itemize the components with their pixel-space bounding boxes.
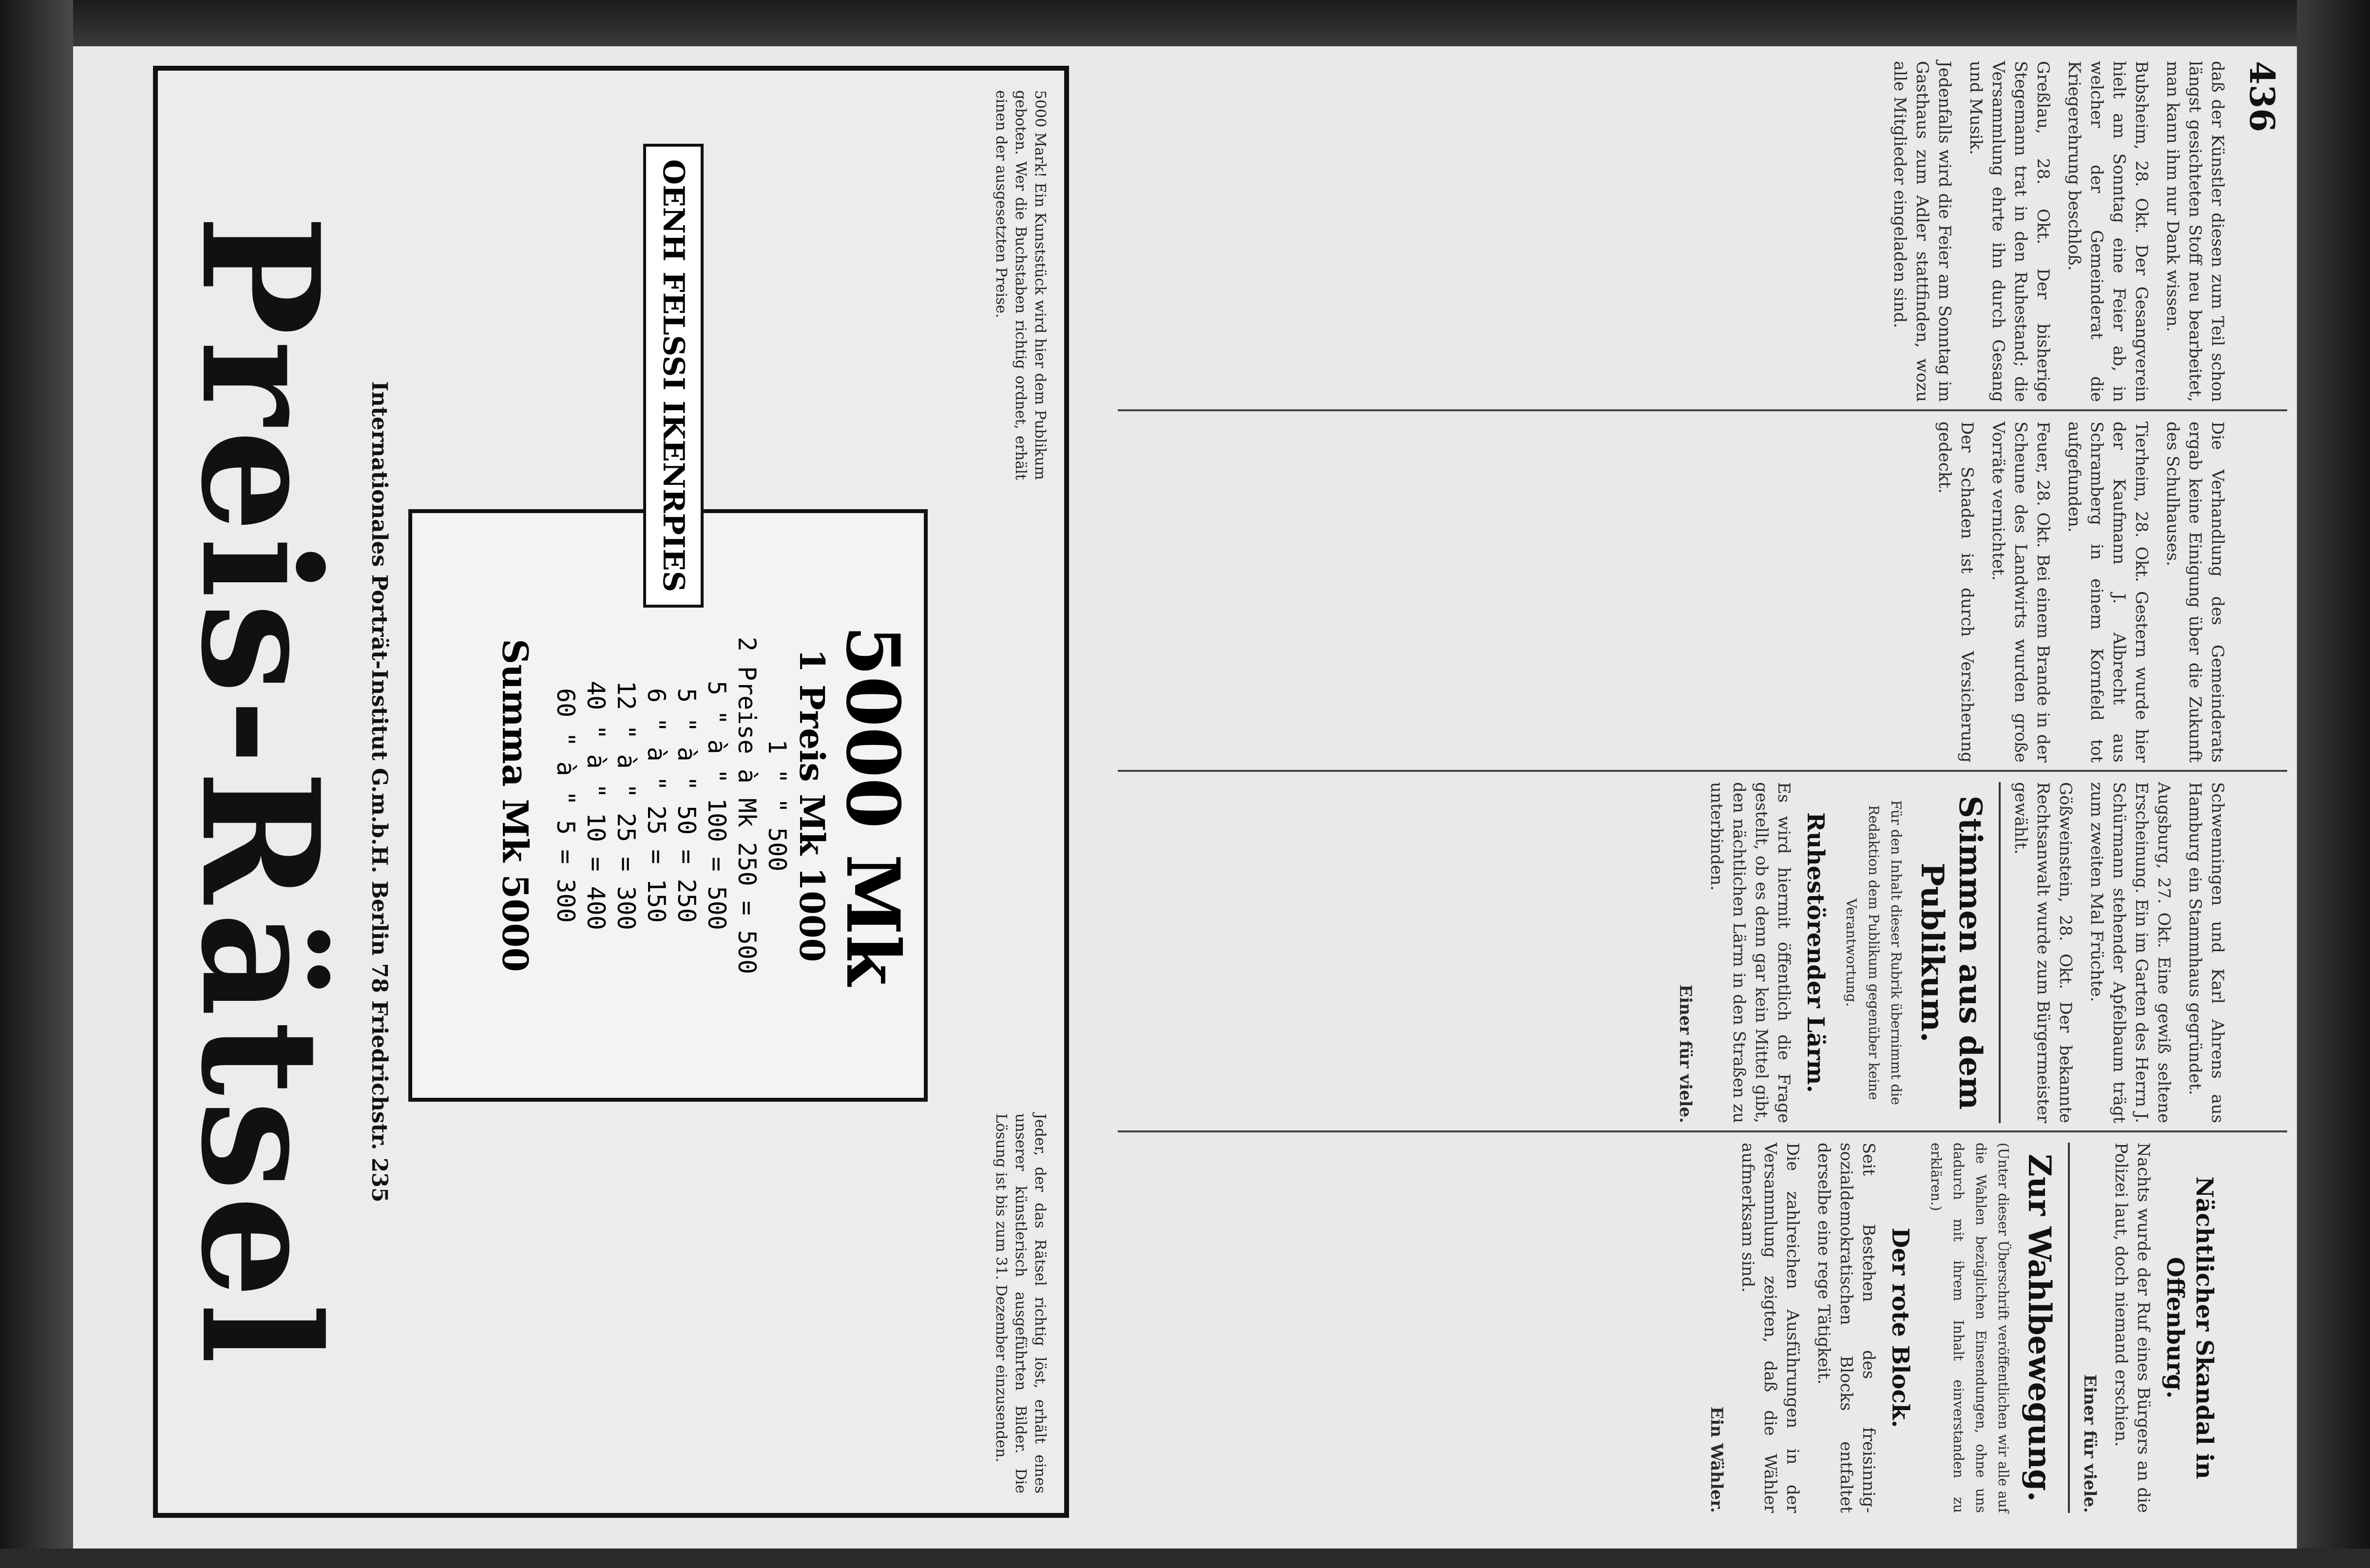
paragraph: Augsburg, 27. Okt. Eine gewiß seltene Erscheinung. Ein im Garten des Herrn J. Schürmann stehender Apfelbaum trägt zum zweiten Mal Früchte. <box>2087 782 2174 1123</box>
paragraph: Gößweinstein, 28. Okt. Der bekannte Rechtsanwalt wurde zum Bürgermeister gewählt. <box>2011 782 2075 1123</box>
prize-total: Summa Mk 5000 <box>495 639 536 972</box>
prize-row: 2 Preise à Mk 250 = 500 <box>733 636 761 975</box>
column-2 <box>1925 421 2229 763</box>
section-note: Für den Inhalt dieser Rubrik übernimmt die Redaktion dem Publikum gegenüber keine Verantwortung. <box>1843 800 1904 1105</box>
prize-amount: 5000 Mk <box>830 625 916 986</box>
paragraph: Der Schaden ist durch Versicherung gedeckt. <box>1935 421 1977 763</box>
first-prize: 1 Preis Mk 1000 <box>792 649 832 962</box>
paragraph: Bubsheim, 28. Okt. Der Gesangverein hielt am Sonntag eine Feier ab, in welcher der Gemeinderat die Kriegerehrung beschloß. <box>2064 61 2151 402</box>
prize-row: 5 " à " 50 = 250 <box>672 688 701 923</box>
ad-text-right: Jeder, der das Rätsel richtig löst, erhält eines unserer künstlerisch ausgeführten Bilder. Die Lösung ist bis zum 31. Dezember einzusenden. <box>993 1113 1049 1493</box>
column-divider <box>1118 770 2287 772</box>
section-rule <box>1999 782 2001 1123</box>
prize-row: 40 " à " 10 = 400 <box>582 681 610 930</box>
paragraph: Greßlau, 28. Okt. Der bisherige Stegemann trat in den Ruhestand; die Versammlung ehrte ihn durch Gesang und Musik. <box>1966 61 2053 402</box>
newspaper-page <box>73 46 2297 1549</box>
column-divider <box>1118 409 2287 411</box>
paragraph: daß der Künstler diesen zum Teil schon längst gesichteten Stoff neu bearbeitet, man kann ihm nur Dank wissen. <box>2163 61 2227 402</box>
ad-headline: Preis-Rätsel <box>166 214 355 1369</box>
article-heading: Der rote Block. <box>1887 1227 1914 1428</box>
prize-row: 60 " à " 5 = 300 <box>552 688 580 923</box>
paragraph: Die zahlreichen Ausführungen in der Versammlung zeigten, daß die Wähler aufmerksam sind. <box>1738 1143 1802 1513</box>
paragraph: Schwenningen und Karl Ahrens aus Hamburg ein Stammhaus gegründet. <box>2185 782 2227 1123</box>
signature: Einer für viele. <box>2080 1374 2100 1513</box>
prize-row: 1 " " 500 <box>763 739 791 872</box>
paragraph: Tierheim, 28. Okt. Gestern wurde hier der Kaufmann J. Albrecht aus Schramberg in einem Kornfeld tot aufgefunden. <box>2064 421 2151 763</box>
paragraph: Feuer, 28. Okt. Bei einem Brande in der Scheune des Landwirts wurden große Vorräte vernichtet. <box>1988 421 2053 763</box>
paragraph: Es wird hiermit öffentlich die Frage gestellt, ob es denn gar kein Mittel gibt, den nächtlichen Lärm in den Straßen zu unterbinden. <box>1707 782 1794 1123</box>
column-divider <box>1118 1130 2287 1132</box>
article-heading: Nächtlicher Skandal in Offenburg. <box>2161 1176 2218 1479</box>
rotated-content <box>73 46 2297 1549</box>
article-heading: Ruhestörender Lärm. <box>1802 812 1829 1093</box>
signature: Einer für viele. <box>1676 984 1695 1123</box>
institute-name: Internationales Porträt-Institut G.m.b.H. Berlin 78 Friedrichstr. 235 <box>367 381 392 1203</box>
page-number: 436 <box>2242 61 2282 133</box>
puzzle-letters-sign: OENH FELSSI IKENRPIES <box>643 144 704 608</box>
scanner-edge-bottom <box>0 1549 2370 1568</box>
column-3 <box>1665 782 2229 1123</box>
column-1 <box>1880 61 2229 402</box>
paragraph: Nachts wurde der Ruf eines Bürgers an die Polizei laut, doch niemand erschien. <box>2111 1143 2153 1513</box>
scanner-edge-top <box>0 0 2370 46</box>
section-note: (Unter dieser Überschrift veröffentlichen wir alle auf die Wahlen bezüglichen Einsendungen, ohne uns dadurch mit ihrem Inhalt einverstanden zu erklären.) <box>1928 1143 2011 1513</box>
section-heading: Stimmen aus dem Publikum. <box>1914 795 1988 1110</box>
scanner-edge-right <box>2297 0 2370 1568</box>
prize-puzzle-advertisement <box>153 66 1069 1518</box>
paragraph: Seit Bestehen des freisinnig-sozialdemokratischen Blocks entfaltet derselbe eine rege Tätigkeit. <box>1814 1143 1878 1513</box>
column-4 <box>1697 1143 2229 1513</box>
scanner-edge-left <box>0 0 73 1568</box>
prize-row: 12 " à " 25 = 300 <box>612 681 640 930</box>
section-heading: Zur Wahlbewegung. <box>2021 1154 2058 1502</box>
ad-text-left: 5000 Mark! Ein Kunststück wird hier dem Publikum geboten. Wer die Buchstaben richtig ordnet, erhält einen der ausgesetzten Preise. <box>993 90 1049 480</box>
signature: Ein Wähler. <box>1707 1406 1726 1513</box>
prize-row: 5 " à " 100 = 500 <box>703 681 731 930</box>
prize-row: 6 " à " 25 = 150 <box>642 688 670 923</box>
paragraph: Die Verhandlung des Gemeinderats ergab keine Einigung über die Zukunft des Schulhauses. <box>2163 421 2227 763</box>
paragraph: Jedenfalls wird die Feier am Sonntag im Gasthaus zum Adler stattfinden, wozu alle Mitglieder eingeladen sind. <box>1890 61 1954 402</box>
section-rule <box>2068 1143 2070 1513</box>
